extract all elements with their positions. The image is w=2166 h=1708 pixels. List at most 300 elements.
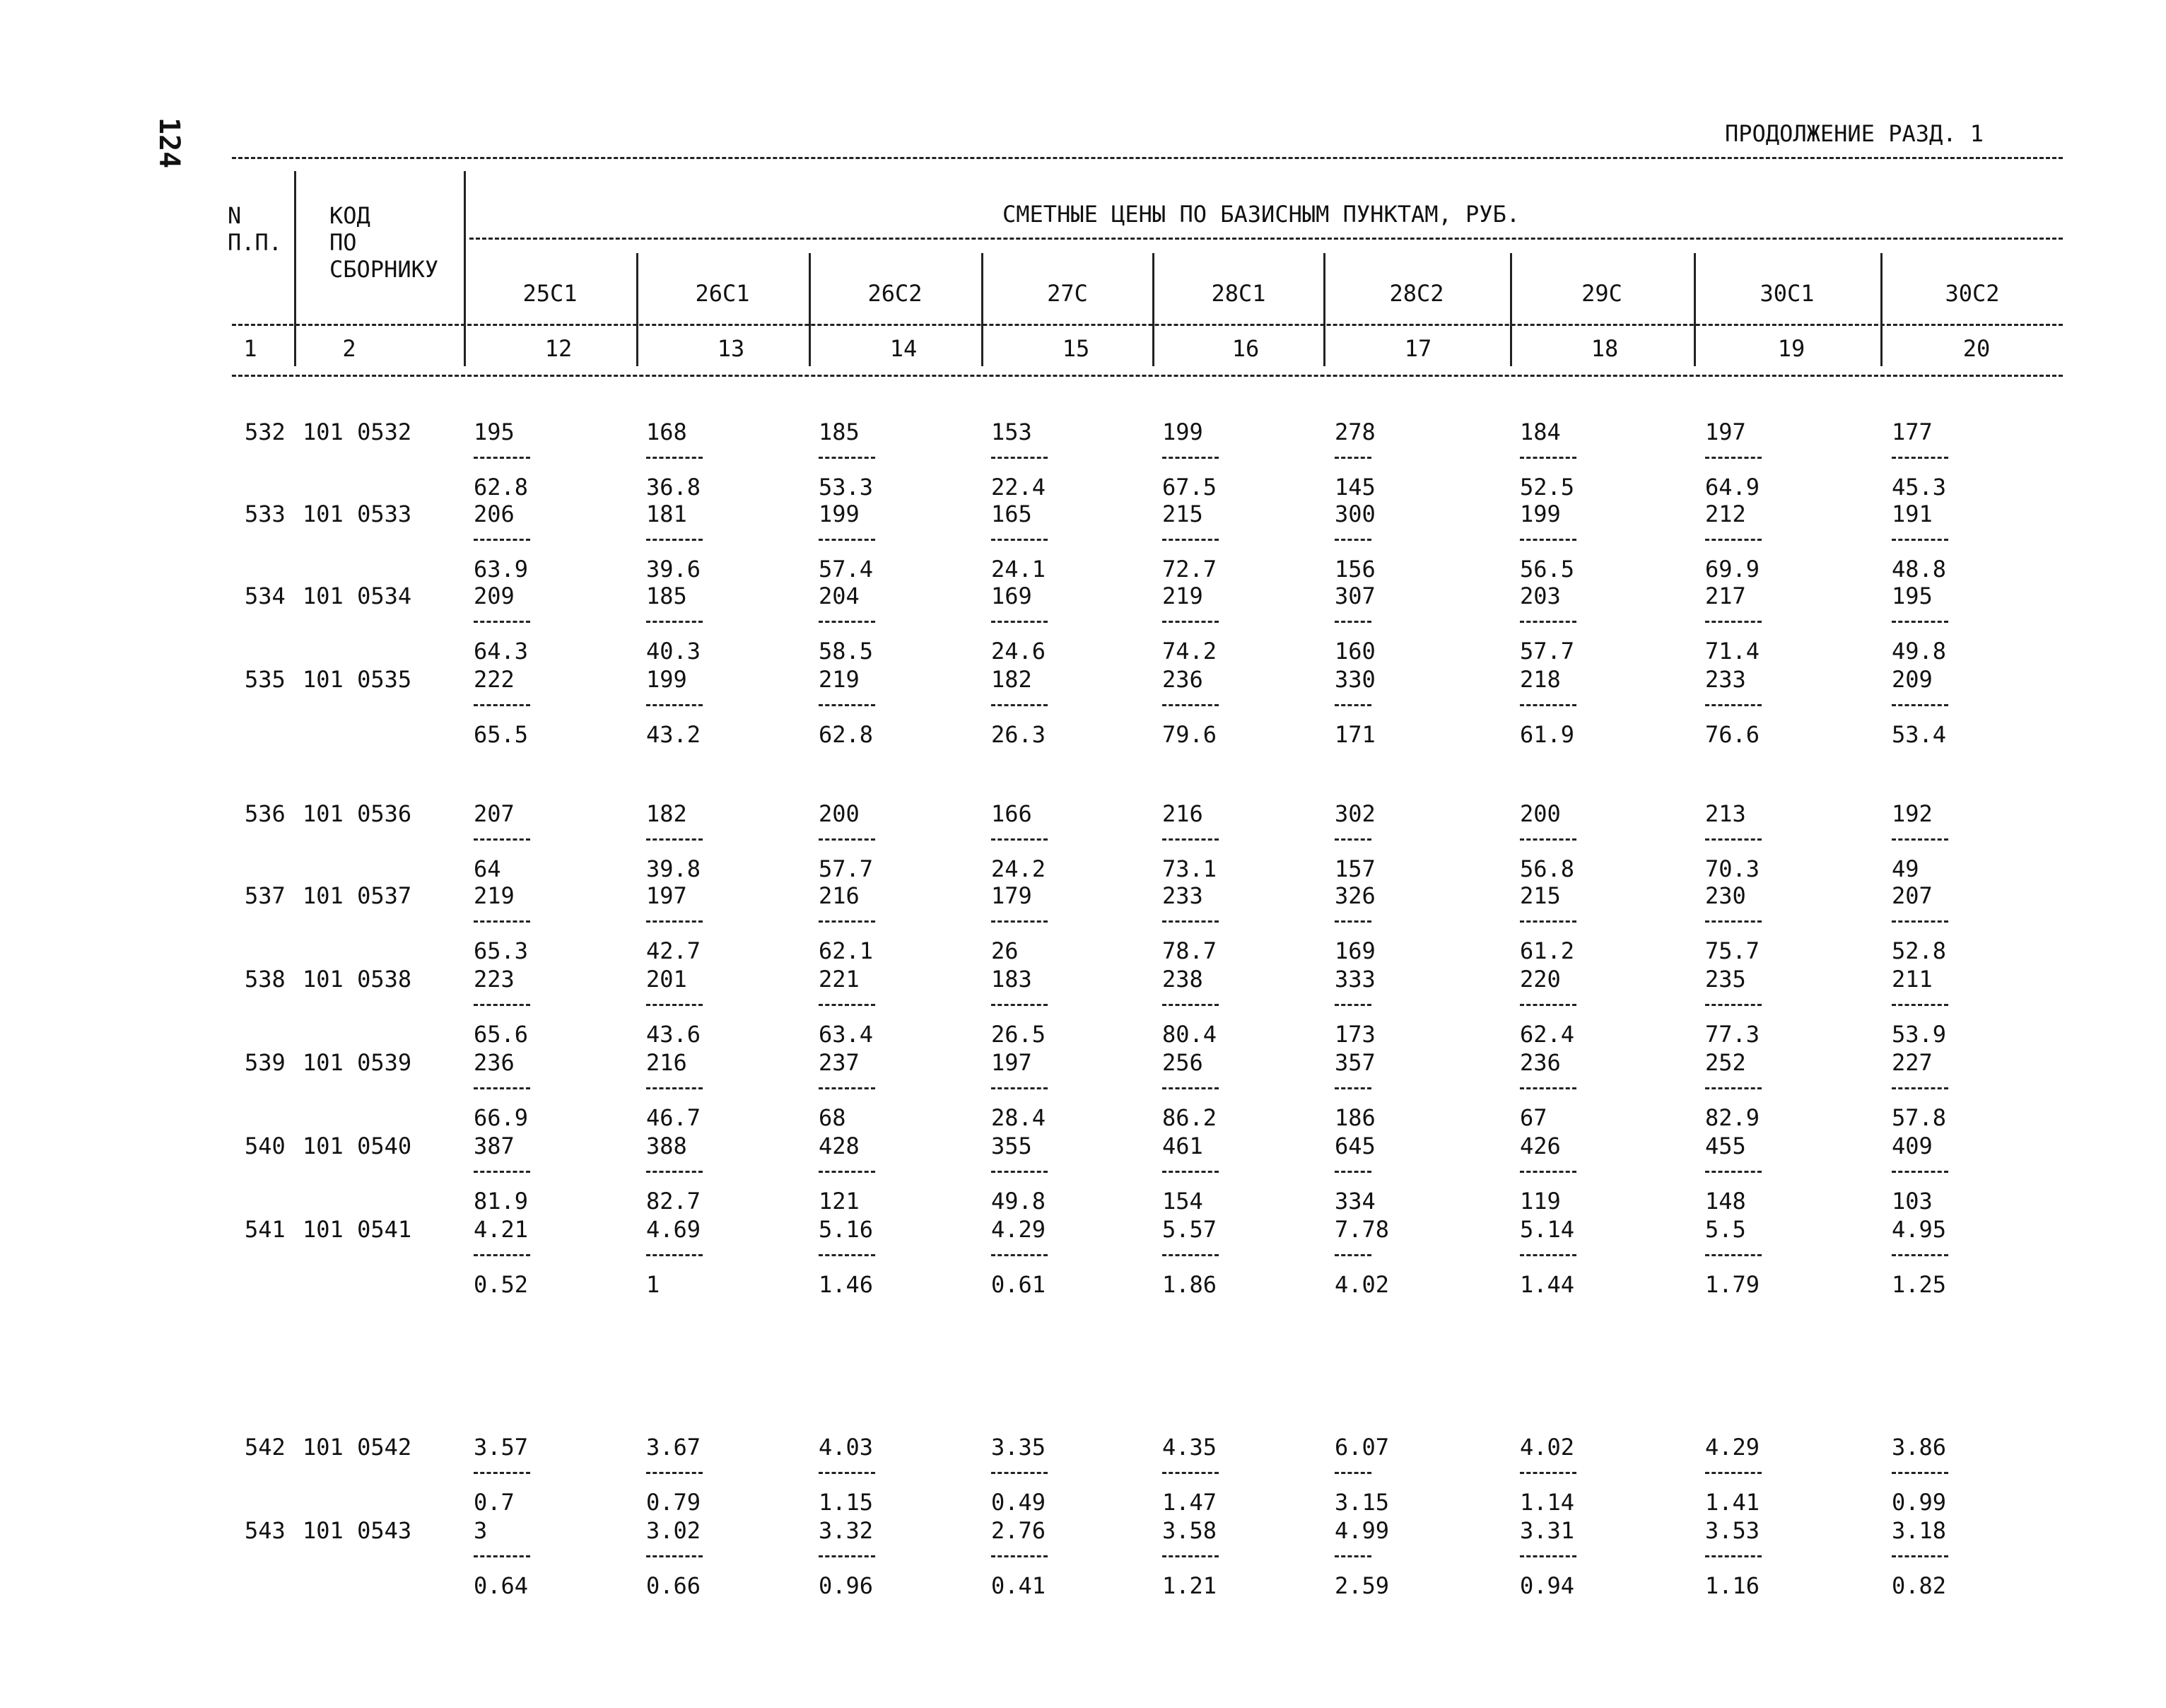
col-divider-n	[294, 171, 296, 366]
price-bottom: 53.3	[819, 474, 874, 501]
fraction-bar	[1520, 1555, 1576, 1557]
fraction-bar	[1520, 1472, 1576, 1474]
price-bottom: 62.1	[819, 937, 874, 964]
price-top: 409	[1892, 1133, 1933, 1159]
price-top: 166	[991, 800, 1032, 827]
price-bottom: 56.5	[1520, 556, 1575, 583]
price-top: 219	[819, 666, 860, 693]
fraction-bar	[1705, 704, 1762, 706]
price-top: 235	[1705, 966, 1746, 993]
price-top: 213	[1705, 800, 1746, 827]
price-top: 222	[474, 666, 515, 693]
row-code: 101 0539	[303, 1049, 412, 1076]
fraction-bar	[1335, 621, 1371, 623]
fraction-bar	[1335, 1087, 1371, 1089]
fraction-bar	[1335, 838, 1371, 841]
col-divider-14	[809, 253, 811, 366]
price-bottom: 64	[474, 855, 501, 882]
fraction-bar	[1520, 1004, 1576, 1006]
row-code: 101 0542	[303, 1434, 412, 1461]
price-bottom: 66.9	[474, 1104, 529, 1131]
price-top: 153	[991, 419, 1032, 445]
price-top: 3.31	[1520, 1517, 1575, 1544]
row-number: 535	[245, 666, 286, 693]
price-top: 212	[1705, 501, 1746, 527]
col-divider-13	[636, 253, 638, 366]
price-top: 219	[474, 882, 515, 909]
fraction-bar	[819, 1472, 875, 1474]
price-top: 4.29	[1705, 1434, 1760, 1461]
price-top: 221	[819, 966, 860, 993]
fraction-bar	[646, 920, 703, 923]
fraction-bar	[991, 621, 1048, 623]
fraction-bar	[1335, 1555, 1371, 1557]
price-bottom: 145	[1335, 474, 1376, 501]
price-bottom: 160	[1335, 638, 1376, 665]
column-number: 16	[1231, 335, 1260, 362]
fraction-bar	[991, 1254, 1048, 1256]
price-top: 218	[1520, 666, 1561, 693]
fraction-bar	[1705, 1004, 1762, 1006]
price-bottom: 186	[1335, 1104, 1376, 1131]
fraction-bar	[991, 1555, 1048, 1557]
fraction-bar	[1892, 704, 1948, 706]
column-number: 2	[342, 335, 356, 362]
price-bottom: 57.7	[819, 855, 874, 882]
price-bottom: 171	[1335, 721, 1376, 748]
price-top: 215	[1162, 501, 1203, 527]
column-number: 20	[1962, 335, 1991, 362]
column-number: 12	[544, 335, 573, 362]
fraction-bar	[1520, 704, 1576, 706]
price-bottom: 82.9	[1705, 1104, 1760, 1131]
price-bottom: 0.96	[819, 1572, 874, 1599]
price-bottom: 28.4	[991, 1104, 1046, 1131]
price-top: 4.99	[1335, 1517, 1390, 1544]
row-code: 101 0532	[303, 419, 412, 445]
fraction-bar	[991, 920, 1048, 923]
col-divider-code	[464, 171, 466, 366]
fraction-bar	[474, 457, 530, 459]
price-bottom: 1.47	[1162, 1489, 1217, 1516]
price-top: 216	[819, 882, 860, 909]
price-bottom: 1.15	[819, 1489, 874, 1516]
price-bottom: 75.7	[1705, 937, 1760, 964]
price-bottom: 26.5	[991, 1021, 1046, 1048]
price-top: 199	[819, 501, 860, 527]
price-bottom: 45.3	[1892, 474, 1947, 501]
price-top: 4.69	[646, 1216, 701, 1243]
fraction-bar	[991, 704, 1048, 706]
fraction-bar	[991, 1472, 1048, 1474]
fraction-bar	[991, 539, 1048, 541]
row-code: 101 0533	[303, 501, 412, 527]
price-top: 5.57	[1162, 1216, 1217, 1243]
price-bottom: 46.7	[646, 1104, 701, 1131]
price-bottom: 56.8	[1520, 855, 1575, 882]
price-top: 219	[1162, 583, 1203, 609]
price-top: 326	[1335, 882, 1376, 909]
price-bottom: 57.4	[819, 556, 874, 583]
price-top: 184	[1520, 419, 1561, 445]
price-top: 3	[474, 1517, 488, 1544]
price-bottom: 49	[1892, 855, 1919, 882]
price-top: 185	[819, 419, 860, 445]
fraction-bar	[1335, 1254, 1371, 1256]
price-bottom: 154	[1162, 1188, 1203, 1215]
price-bottom: 173	[1335, 1021, 1376, 1048]
fraction-bar	[646, 1254, 703, 1256]
fraction-bar	[474, 920, 530, 923]
col-divider-16	[1152, 253, 1154, 366]
row-number: 541	[245, 1216, 286, 1243]
price-bottom: 43.2	[646, 721, 701, 748]
column-number: 18	[1591, 335, 1619, 362]
price-bottom: 78.7	[1162, 937, 1217, 964]
price-top: 191	[1892, 501, 1933, 527]
price-top: 233	[1705, 666, 1746, 693]
price-top: 330	[1335, 666, 1376, 693]
fraction-bar	[1705, 838, 1762, 841]
price-top: 333	[1335, 966, 1376, 993]
fraction-bar	[819, 920, 875, 923]
price-bottom: 73.1	[1162, 855, 1217, 882]
price-bottom: 119	[1520, 1188, 1561, 1215]
price-top: 236	[474, 1049, 515, 1076]
fraction-bar	[1705, 1254, 1762, 1256]
fraction-bar	[1705, 1087, 1762, 1089]
fraction-bar	[1892, 539, 1948, 541]
fraction-bar	[991, 1171, 1048, 1173]
fraction-bar	[1520, 920, 1576, 923]
price-bottom: 0.99	[1892, 1489, 1947, 1516]
fraction-bar	[1520, 621, 1576, 623]
fraction-bar	[991, 838, 1048, 841]
price-top: 252	[1705, 1049, 1746, 1076]
price-top: 197	[646, 882, 687, 909]
point-header: 28С1	[1211, 280, 1266, 307]
price-bottom: 53.4	[1892, 721, 1947, 748]
fraction-bar	[1892, 1472, 1948, 1474]
price-bottom: 40.3	[646, 638, 701, 665]
price-bottom: 1.14	[1520, 1489, 1575, 1516]
fraction-bar	[1162, 920, 1219, 923]
fraction-bar	[1520, 1254, 1576, 1256]
price-bottom: 42.7	[646, 937, 701, 964]
price-top: 7.78	[1335, 1216, 1390, 1243]
price-top: 209	[1892, 666, 1933, 693]
price-top: 3.57	[474, 1434, 529, 1461]
fraction-bar	[474, 1171, 530, 1173]
fraction-bar	[819, 838, 875, 841]
price-top: 207	[474, 800, 515, 827]
row-number: 533	[245, 501, 286, 527]
price-top: 197	[991, 1049, 1032, 1076]
fraction-bar	[1162, 1472, 1219, 1474]
price-bottom: 157	[1335, 855, 1376, 882]
price-bottom: 79.6	[1162, 721, 1217, 748]
price-bottom: 80.4	[1162, 1021, 1217, 1048]
fraction-bar	[646, 704, 703, 706]
price-top: 2.76	[991, 1517, 1046, 1544]
price-top: 5.14	[1520, 1216, 1575, 1243]
price-top: 3.18	[1892, 1517, 1947, 1544]
col-divider-20	[1880, 253, 1883, 366]
fraction-bar	[1162, 1087, 1219, 1089]
price-top: 307	[1335, 583, 1376, 609]
row-code: 101 0540	[303, 1133, 412, 1159]
price-top: 203	[1520, 583, 1561, 609]
header-code-2: ПО	[329, 229, 357, 256]
price-bottom: 169	[1335, 937, 1376, 964]
price-bottom: 1.16	[1705, 1572, 1760, 1599]
fraction-bar	[991, 1087, 1048, 1089]
price-top: 182	[646, 800, 687, 827]
price-bottom: 0.64	[474, 1572, 529, 1599]
price-bottom: 1.44	[1520, 1271, 1575, 1298]
fraction-bar	[474, 704, 530, 706]
price-bottom: 65.5	[474, 721, 529, 748]
row-number: 543	[245, 1517, 286, 1544]
fraction-bar	[1335, 1171, 1371, 1173]
fraction-bar	[474, 539, 530, 541]
price-bottom: 121	[819, 1188, 860, 1215]
price-top: 192	[1892, 800, 1933, 827]
header-n: N	[228, 202, 242, 229]
price-top: 200	[1520, 800, 1561, 827]
price-bottom: 77.3	[1705, 1021, 1760, 1048]
col-divider-18	[1510, 253, 1512, 366]
fraction-bar	[1335, 1004, 1371, 1006]
col-divider-17	[1323, 253, 1325, 366]
price-bottom: 63.9	[474, 556, 529, 583]
fraction-bar	[1705, 1555, 1762, 1557]
fraction-bar	[474, 1555, 530, 1557]
price-bottom: 156	[1335, 556, 1376, 583]
price-bottom: 103	[1892, 1188, 1933, 1215]
fraction-bar	[1705, 1171, 1762, 1173]
page-number: 124	[153, 117, 185, 169]
price-bottom: 61.2	[1520, 937, 1575, 964]
price-top: 227	[1892, 1049, 1933, 1076]
price-bottom: 53.9	[1892, 1021, 1947, 1048]
fraction-bar	[474, 1254, 530, 1256]
fraction-bar	[1705, 1472, 1762, 1474]
price-bottom: 24.2	[991, 855, 1046, 882]
column-number: 15	[1062, 335, 1090, 362]
price-top: 300	[1335, 501, 1376, 527]
price-bottom: 48.8	[1892, 556, 1947, 583]
price-top: 5.16	[819, 1216, 874, 1243]
point-header: 30С2	[1945, 280, 2000, 307]
row-code: 101 0534	[303, 583, 412, 609]
fraction-bar	[1335, 920, 1371, 923]
fraction-bar	[646, 457, 703, 459]
price-bottom: 0.94	[1520, 1572, 1575, 1599]
fraction-bar	[1520, 457, 1576, 459]
fraction-bar	[646, 539, 703, 541]
row-number: 542	[245, 1434, 286, 1461]
col-divider-15	[981, 253, 983, 366]
price-top: 4.35	[1162, 1434, 1217, 1461]
price-top: 4.02	[1520, 1434, 1575, 1461]
row-number: 539	[245, 1049, 286, 1076]
price-bottom: 1	[646, 1271, 660, 1298]
fraction-bar	[646, 1004, 703, 1006]
price-bottom: 65.6	[474, 1021, 529, 1048]
price-top: 3.32	[819, 1517, 874, 1544]
price-bottom: 0.66	[646, 1572, 701, 1599]
price-bottom: 0.52	[474, 1271, 529, 1298]
fraction-bar	[474, 1004, 530, 1006]
price-top: 645	[1335, 1133, 1376, 1159]
fraction-bar	[1162, 1254, 1219, 1256]
price-bottom: 82.7	[646, 1188, 701, 1215]
price-bottom: 36.8	[646, 474, 701, 501]
fraction-bar	[1162, 539, 1219, 541]
price-bottom: 62.4	[1520, 1021, 1575, 1048]
price-bottom: 26.3	[991, 721, 1046, 748]
price-bottom: 86.2	[1162, 1104, 1217, 1131]
price-bottom: 0.82	[1892, 1572, 1947, 1599]
row-number: 532	[245, 419, 286, 445]
table-top-rule	[232, 157, 2063, 159]
price-bottom: 71.4	[1705, 638, 1760, 665]
price-top: 3.86	[1892, 1434, 1947, 1461]
price-bottom: 0.41	[991, 1572, 1046, 1599]
price-top: 387	[474, 1133, 515, 1159]
price-top: 195	[474, 419, 515, 445]
row-code: 101 0543	[303, 1517, 412, 1544]
prices-title-rule	[469, 238, 2063, 240]
price-top: 236	[1520, 1049, 1561, 1076]
fraction-bar	[474, 1472, 530, 1474]
price-top: 6.07	[1335, 1434, 1390, 1461]
fraction-bar	[1892, 621, 1948, 623]
price-top: 199	[646, 666, 687, 693]
price-top: 182	[991, 666, 1032, 693]
row-code: 101 0535	[303, 666, 412, 693]
fraction-bar	[1520, 1171, 1576, 1173]
price-top: 199	[1520, 501, 1561, 527]
price-top: 4.29	[991, 1216, 1046, 1243]
fraction-bar	[1705, 920, 1762, 923]
price-bottom: 63.4	[819, 1021, 874, 1048]
fraction-bar	[1162, 1555, 1219, 1557]
row-number: 537	[245, 882, 286, 909]
column-number: 1	[243, 335, 257, 362]
fraction-bar	[1705, 539, 1762, 541]
price-bottom: 1.46	[819, 1271, 874, 1298]
row-number: 536	[245, 800, 286, 827]
price-top: 223	[474, 966, 515, 993]
fraction-bar	[646, 1472, 703, 1474]
price-bottom: 49.8	[1892, 638, 1947, 665]
price-top: 4.03	[819, 1434, 874, 1461]
fraction-bar	[1162, 1171, 1219, 1173]
price-bottom: 4.02	[1335, 1271, 1390, 1298]
price-top: 3.53	[1705, 1517, 1760, 1544]
price-bottom: 2.59	[1335, 1572, 1390, 1599]
fraction-bar	[646, 1171, 703, 1173]
running-header: ПРОДОЛЖЕНИЕ РАЗД. 1	[1725, 120, 1984, 147]
fraction-bar	[474, 1087, 530, 1089]
price-bottom: 0.7	[474, 1489, 515, 1516]
price-top: 216	[646, 1049, 687, 1076]
price-top: 206	[474, 501, 515, 527]
fraction-bar	[991, 457, 1048, 459]
row-code: 101 0541	[303, 1216, 412, 1243]
price-bottom: 62.8	[474, 474, 529, 501]
price-bottom: 3.15	[1335, 1489, 1390, 1516]
price-top: 3.02	[646, 1517, 701, 1544]
column-number: 17	[1404, 335, 1432, 362]
price-bottom: 72.7	[1162, 556, 1217, 583]
price-bottom: 26	[991, 937, 1019, 964]
price-bottom: 57.7	[1520, 638, 1575, 665]
price-top: 183	[991, 966, 1032, 993]
price-top: 209	[474, 583, 515, 609]
price-bottom: 81.9	[474, 1188, 529, 1215]
fraction-bar	[1162, 704, 1219, 706]
price-bottom: 148	[1705, 1188, 1746, 1215]
fraction-bar	[1162, 621, 1219, 623]
row-code: 101 0536	[303, 800, 412, 827]
price-top: 426	[1520, 1133, 1561, 1159]
col-divider-19	[1694, 253, 1696, 366]
price-bottom: 65.3	[474, 937, 529, 964]
price-top: 177	[1892, 419, 1933, 445]
fraction-bar	[1335, 457, 1371, 459]
price-top: 195	[1892, 583, 1933, 609]
price-bottom: 39.6	[646, 556, 701, 583]
price-top: 3.67	[646, 1434, 701, 1461]
fraction-bar	[1520, 539, 1576, 541]
fraction-bar	[1892, 457, 1948, 459]
column-number: 19	[1777, 335, 1805, 362]
fraction-bar	[1335, 539, 1371, 541]
fraction-bar	[1520, 1087, 1576, 1089]
fraction-bar	[819, 1171, 875, 1173]
price-bottom: 76.6	[1705, 721, 1760, 748]
header-pp: П.П.	[228, 229, 283, 256]
price-bottom: 39.8	[646, 855, 701, 882]
price-top: 168	[646, 419, 687, 445]
fraction-bar	[819, 1555, 875, 1557]
fraction-bar	[1892, 1254, 1948, 1256]
price-bottom: 52.5	[1520, 474, 1575, 501]
column-number: 13	[717, 335, 745, 362]
price-top: 236	[1162, 666, 1203, 693]
price-bottom: 0.79	[646, 1489, 701, 1516]
fraction-bar	[1705, 621, 1762, 623]
fraction-bar	[1335, 1472, 1371, 1474]
fraction-bar	[646, 1087, 703, 1089]
header-bottom-rule	[232, 375, 2063, 377]
header-code-1: КОД	[329, 202, 370, 229]
row-number: 534	[245, 583, 286, 609]
price-top: 220	[1520, 966, 1561, 993]
price-bottom: 1.79	[1705, 1271, 1760, 1298]
price-bottom: 0.61	[991, 1271, 1046, 1298]
price-bottom: 74.2	[1162, 638, 1217, 665]
prices-title: СМЕТНЫЕ ЦЕНЫ ПО БАЗИСНЫМ ПУНКТАМ, РУБ.	[1002, 201, 1521, 228]
price-bottom: 49.8	[991, 1188, 1046, 1215]
point-header: 29С	[1581, 280, 1622, 307]
fraction-bar	[819, 1254, 875, 1256]
price-bottom: 64.3	[474, 638, 529, 665]
fraction-bar	[1335, 704, 1371, 706]
